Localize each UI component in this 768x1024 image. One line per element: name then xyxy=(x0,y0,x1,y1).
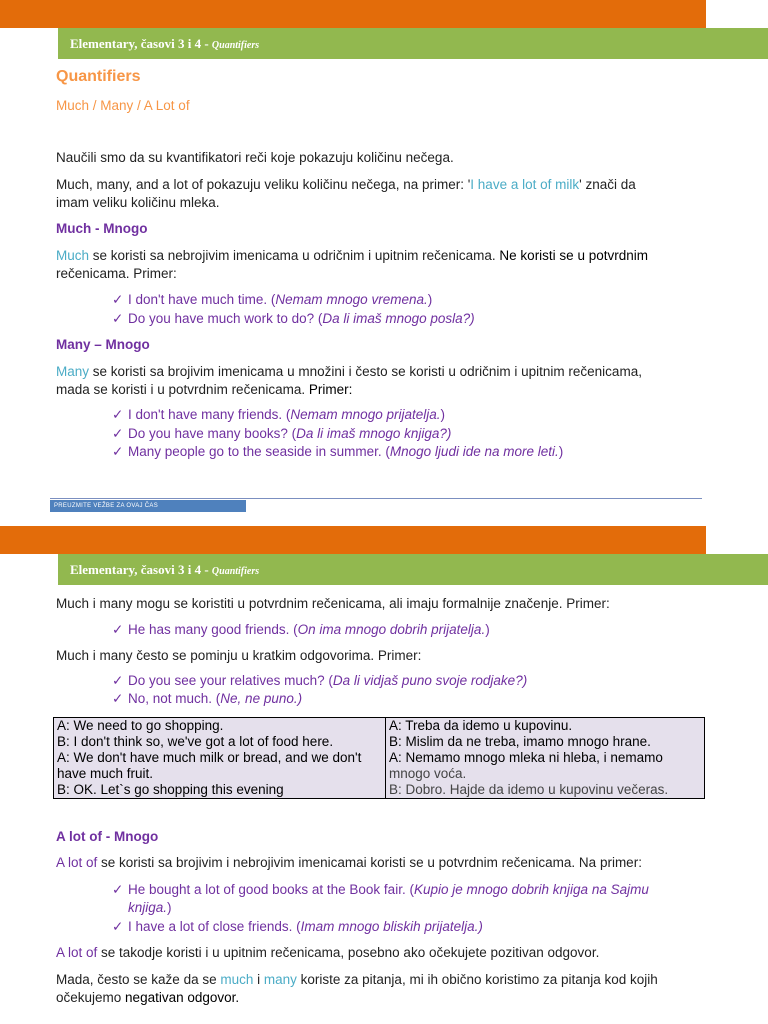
list-item: ✓ Do you have many books? (Da li imaš mnogo knjiga?) xyxy=(112,426,452,441)
checkmark-icon: ✓ xyxy=(112,311,124,326)
final-paragraph-line1: Mada, često se kaže da se much i many koriste za pitanja, mi ih obično koristimo za pitanja kod kojih xyxy=(56,972,658,987)
list-item: ✓ No, not much. (Ne, ne puno.) xyxy=(112,691,303,706)
checkmark-icon: ✓ xyxy=(112,673,124,688)
many-rule-line2: mada se koristi i u potvrdnim rečenicama. Primer: xyxy=(56,382,353,397)
dialog-english: A: We need to go shopping. B: I don't think so, we've got a lot of food here. A: We don't have much milk or bread, and we don't have much fruit. B: OK. Let`s go shopping this evening xyxy=(54,718,386,799)
header-orange-bar xyxy=(0,526,706,554)
short-answers-paragraph: Much i many često se pominju u kratkim odgovorima. Primer: xyxy=(56,648,422,663)
header-banner xyxy=(58,554,768,585)
much-rule-line2: rečenicama. Primer: xyxy=(56,266,177,281)
list-item: ✓ I don't have much time. (Nemam mnogo vremena.) xyxy=(112,292,433,307)
dialog-serbian: A: Treba da idemo u kupovinu. B: Mislim da ne treba, imamo mnogo hrane. A: Nemamo mnogo mleka ni hleba, i nemamo mnogo voća. B: Dobro. Hajde da idemo u kupovinu večeras. xyxy=(386,718,705,799)
intro2-line2: imam veliku količinu mleka. xyxy=(56,195,220,210)
list-item-continuation: knjiga.) xyxy=(128,900,172,915)
header-subtitle: Quantifiers xyxy=(211,40,260,51)
many-heading: Many – Mnogo xyxy=(56,337,150,352)
header-orange-bar xyxy=(0,0,706,28)
checkmark-icon: ✓ xyxy=(112,691,124,706)
formal-paragraph: Much i many mogu se koristiti u potvrdnim rečenicama, ali imaju formalnije značenje. Primer: xyxy=(56,596,610,611)
header-title: Elementary, časovi 3 i 4 - xyxy=(70,36,212,51)
list-item: ✓ Do you see your relatives much? (Da li vidjaš puno svoje rodjake?) xyxy=(112,673,528,688)
dialog-table xyxy=(53,717,705,799)
download-exercises-link[interactable]: PREUZMITE VEŽBE ZA OVAJ ČAS xyxy=(50,500,246,512)
checkmark-icon: ✓ xyxy=(112,407,124,422)
list-item: ✓ Many people go to the seaside in summer. (Mnogo ljudi ide na more leti.) xyxy=(112,444,564,459)
divider xyxy=(50,498,702,499)
list-item: ✓ I don't have many friends. (Nemam mnogo prijatelja.) xyxy=(112,407,445,422)
header-title: Elementary, časovi 3 i 4 - xyxy=(70,562,212,577)
page-subtitle: Much / Many / A Lot of xyxy=(56,98,190,113)
checkmark-icon: ✓ xyxy=(112,622,124,637)
page-2 xyxy=(0,514,768,1024)
header-subtitle: Quantifiers xyxy=(211,566,260,577)
list-item: ✓ He has many good friends. (On ima mnogo dobrih prijatelja.) xyxy=(112,622,490,637)
alot-questions-paragraph: A lot of se takodje koristi i u upitnim rečenicama, posebno ako očekujete pozitivan odgovor. xyxy=(56,945,600,960)
many-rule-line1: Many se koristi sa brojivim imenicama u množini i često se koristi u odričnim i upitnim rečenicama, xyxy=(56,364,642,379)
intro-paragraph: Naučili smo da su kvantifikatori reči koje pokazuju količinu nečega. xyxy=(56,150,454,165)
table-row xyxy=(54,718,705,799)
list-item: ✓ Do you have much work to do? (Da li imaš mnogo posla?) xyxy=(112,311,475,326)
checkmark-icon: ✓ xyxy=(112,292,124,307)
final-paragraph-line2: očekujemo negativan odgovor. xyxy=(56,990,240,1005)
header-banner xyxy=(58,28,768,59)
list-item: ✓ He bought a lot of good books at the Book fair. (Kupio je mnogo dobrih knjiga na Sajmu xyxy=(112,882,649,897)
much-heading: Much - Mnogo xyxy=(56,221,148,236)
example-phrase: I have a lot of milk xyxy=(470,177,580,192)
much-rule-line1: Much se koristi sa nebrojivim imenicama u odričnim i upitnim rečenicama. Ne koristi se u potvrdnim xyxy=(56,248,648,263)
page-title: Quantifiers xyxy=(56,68,141,85)
checkmark-icon: ✓ xyxy=(112,919,124,934)
alot-rule: A lot of se koristi sa brojivim i nebrojivim imenicamai koristi se u potvrdnim rečenicama. Na primer: xyxy=(56,855,642,870)
checkmark-icon: ✓ xyxy=(112,882,124,897)
intro2-line1: Much, many, and a lot of pokazuju veliku količinu nečega, na primer: 'I have a lot of milk' znači da xyxy=(56,177,636,192)
checkmark-icon: ✓ xyxy=(112,444,124,459)
alot-heading: A lot of - Mnogo xyxy=(56,829,159,844)
list-item: ✓ I have a lot of close friends. (Imam mnogo bliskih prijatelja.) xyxy=(112,919,483,934)
checkmark-icon: ✓ xyxy=(112,426,124,441)
